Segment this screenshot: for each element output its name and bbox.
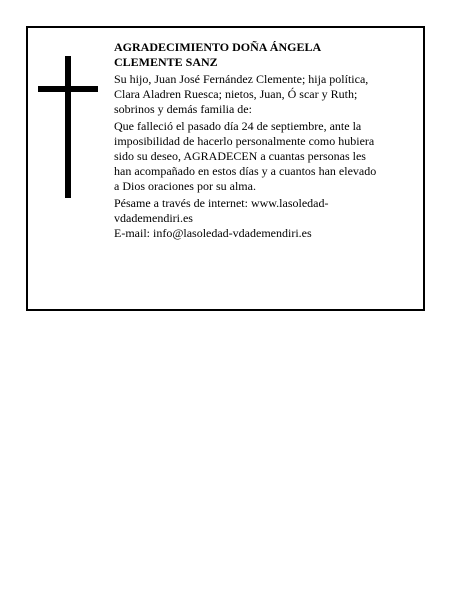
message-line: Que falleció el pasado día 24 de septiembre, ante la <box>114 119 362 133</box>
message-line: a Dios oraciones por su alma. <box>114 179 256 193</box>
message-line: sido su deseo, AGRADECEN a cuantas personas les <box>114 149 366 163</box>
message-line: han acompañado en estos días y a cuantos han elevado <box>114 164 377 178</box>
cross-icon <box>38 56 98 198</box>
condolence-link[interactable]: vdademendiri.es <box>114 211 193 225</box>
family-line: sobrinos y demás familia de: <box>114 102 252 116</box>
message-line: imposibilidad de hacerlo personalmente como hubiera <box>114 134 375 148</box>
email-line[interactable]: E-mail: info@lasoledad-vdademendiri.es <box>114 226 312 240</box>
family-line: Su hijo, Juan José Fernández Clemente; hija política, <box>114 72 369 86</box>
cross-horizontal-bar <box>38 86 98 92</box>
obituary-notice <box>26 26 425 311</box>
message-paragraph <box>114 119 414 194</box>
notice-title <box>114 40 414 70</box>
notice-title-line: AGRADECIMIENTO DOÑA ÁNGELA <box>114 40 322 54</box>
family-line: Clara Aladren Ruesca; nietos, Juan, Ó scar y Ruth; <box>114 87 358 101</box>
condolence-line: Pésame a través de internet: www.lasoledad- <box>114 196 329 210</box>
cross-vertical-bar <box>65 56 71 198</box>
condolence-paragraph <box>114 196 414 241</box>
notice-content <box>114 40 414 243</box>
notice-title-line: CLEMENTE SANZ <box>114 55 218 69</box>
family-paragraph <box>114 72 414 117</box>
